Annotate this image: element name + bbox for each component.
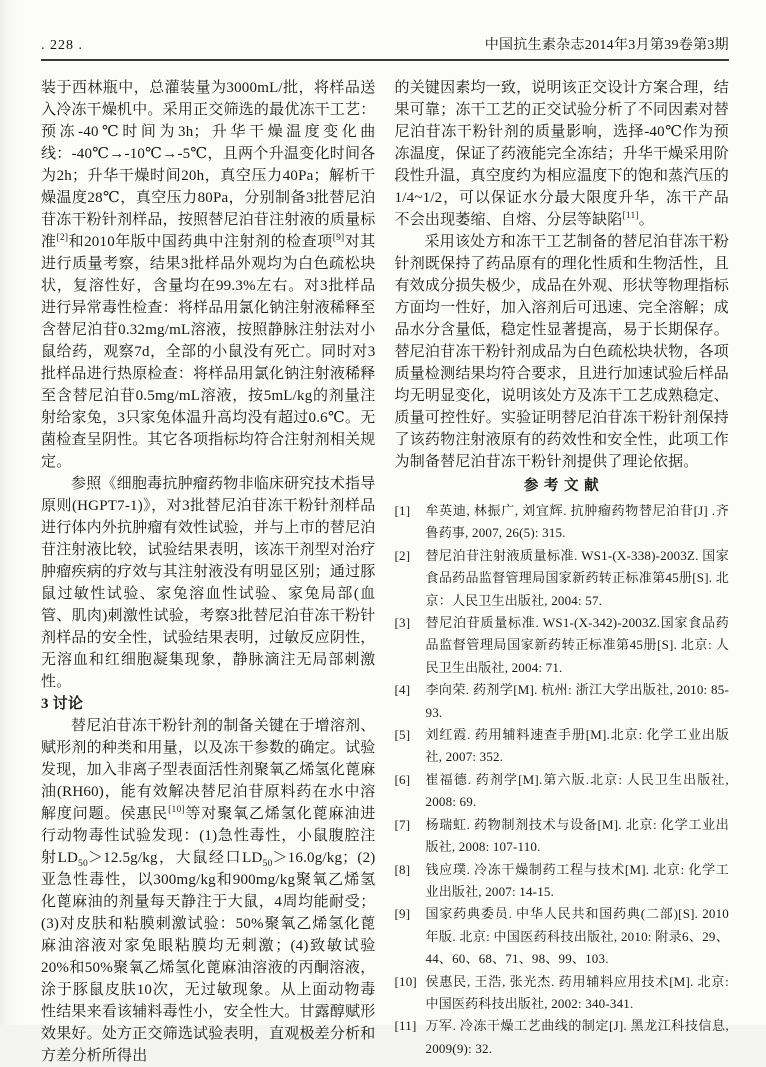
- references-heading: 参 考 文 献: [523, 478, 600, 494]
- reference-text: 国家药典委员. 中华人民共和国药典(二部)[S]. 2010年版. 北京: 中国医药科技出版社, 2010: 附录6、29、44、60、68、71、98、99、103.: [425, 906, 729, 967]
- reference-text: 刘红霞. 药用辅料速查手册[M].北京: 化学工业出版社, 2007: 352.: [425, 727, 729, 765]
- reference-item: [395, 1015, 730, 1060]
- reference-item: [395, 814, 730, 859]
- reference-text: 侯惠民, 王浩, 张光杰. 药用辅料应用技术[M]. 北京: 中国医药科技出版社, 2002: 340-341.: [425, 973, 729, 1011]
- page-number: . 228 .: [41, 38, 83, 53]
- reference-label: [4]: [394, 682, 411, 698]
- reference-item: [395, 679, 730, 724]
- reference-item: [395, 769, 730, 814]
- reference-label: [8]: [394, 861, 411, 877]
- reference-text: 钱应璞. 冷冻干燥制药工程与技术[M]. 北京: 化学工业出版社, 2007: 14-15.: [425, 861, 729, 899]
- paragraph-discussion: 替尼泊苷冻干粉针剂的制备关键在于增溶剂、赋形剂的种类和用量，以及冻干参数的确定。试验发现，加入非离子型表面活性剂聚氧乙烯氢化蓖麻油(RH60)，能有效解决替尼泊苷原料药在水中溶解度问题。侯惠民[10]等对聚氧乙烯氢化蓖麻油进行动物毒性试验发现：(1)急性毒性，小鼠腹腔注射$LD_{50}>12.5g/kg$，大鼠经口$LD_{50}>16.0g/kg$；(2)亚急性毒性，以300mg/kg和900mg/kg聚氧乙烯氢化蓖麻油的剂量每天静注于大鼠，4周均能耐受；(3)对皮肤和粘膜刺激试验：50%聚氧乙烯氢化蓖麻油溶液对家兔眼粘膜均无刺激；(4)致敏试验20%和50%聚氧乙烯氢化蓖麻油溶液的丙酮溶液，涂于豚鼠皮肤10次，无过敏现象。从上面动物毒性结果来看该辅料毒性小，安全性大。甘露醇赋形效果好。处方正交筛选试验表明，直观极差分析和方差分析所得出: [41, 718, 376, 1064]
- reference-label: [2]: [394, 547, 411, 563]
- reference-label: [6]: [394, 771, 411, 787]
- paragraph-efficacy-safety: 参照《细胞毒抗肿瘤药物非临床研究技术指导原则(HGPT7-1)》，对3批替尼泊苷冻干粉针剂样品进行体内外抗肿瘤有效性试验，并与上市的替尼泊苷注射液比较，试验结果表明，该冻干剂型对治疗肿瘤疾病的疗效与其注射液没有明显区别；通过豚鼠过敏性试验、家兔溶血性试验、家兔局部(血管、肌肉)刺激性试验，考察3批替尼泊苷冻干粉针剂样品的安全性，试验结果表明，过敏反应阴性，无溶血和红细胞凝集现象，静脉滴注无局部刺激性。: [41, 476, 376, 690]
- journal-title: 中国抗生素杂志2014年3月第39卷第3期: [484, 38, 729, 53]
- reference-item: [395, 903, 730, 970]
- reference-label: [3]: [394, 615, 411, 631]
- reference-text: 牟英迪, 林振广, 刘宜辉. 抗肿瘤药物替尼泊苷[J] .齐鲁药事, 2007, 26(5): 315.: [425, 503, 729, 541]
- reference-text: 李向荣. 药剂学[M]. 杭州: 浙江大学出版社, 2010: 85-93.: [425, 682, 729, 720]
- reference-label: [7]: [394, 816, 411, 832]
- reference-text: 崔福德. 药剂学[M].第六版.北京: 人民卫生出版社, 2008: 69.: [425, 771, 729, 810]
- section-heading-discussion: 3 讨论: [41, 696, 84, 712]
- reference-label: [11]: [394, 1018, 417, 1034]
- page-header: [41, 34, 729, 61]
- reference-item: [395, 612, 730, 679]
- reference-item: [395, 545, 730, 612]
- references-list: [395, 500, 730, 1060]
- article-body: [41, 77, 729, 1067]
- reference-item: [395, 724, 730, 769]
- paragraph-quality-inspection: 装于西林瓶中，总灌装量为3000mL/批，将样品送入冷冻干燥机中。采用正交筛选的最优冻干工艺：预冻-40℃时间为3h；升华干燥温度变化曲线：-40℃→-10℃→-5℃，且两个升温变化时间各为2h；升华干燥时间20h，真空压力40Pa；解析干燥温度28℃，真空压力80Pa，分别制备3批替尼泊苷冻干粉针剂样品，按照替尼泊苷注射液的质量标准[2]和2010年版中国药典中注射剂的检查项[9]对其进行质量考察，结果3批样品外观均为白色疏松块状，复溶性好，含量均在99.3%左右。对3批样品进行异常毒性检查：将样品用氯化钠注射液稀释至含替尼泊苷0.32mg/mL溶液，按照静脉注射法对小鼠给药，观察7d，全部的小鼠没有死亡。同时对3批样品进行热原检查：将样品用氯化钠注射液稀释至含替尼泊苷0.5mg/mL溶液，按5mL/kg的剂量注射给家兔，3只家兔体温升高均没有超过0.6℃。无菌检查呈阴性。其它各项指标均符合注射剂相关规定。: [41, 80, 376, 470]
- paragraph-orthogonal-analysis: 的关键因素均一致，说明该正交设计方案合理，结果可靠；冻干工艺的正交试验分析了不同因素对替尼泊苷冻干粉针剂的质量影响，选择-40℃作为预冻温度，保证了药液能完全冻结；升华干燥采用阶段性升温，真空度约为相应温度下的饱和蒸汽压的1/4~1/2，可以保证水分最大限度升华，冻干产品不会出现萎缩、自熔、分层等缺陷[11]。: [394, 80, 729, 228]
- reference-text: 万军. 冷冻干燥工艺曲线的制定[J]. 黑龙江科技信息, 2009(9): 32.: [425, 1018, 729, 1056]
- left-column: [41, 77, 376, 1067]
- reference-item: [395, 500, 730, 545]
- reference-text: 杨瑞虹. 药物制剂技术与设备[M]. 北京: 化学工业出版社, 2008: 107-110.: [425, 816, 729, 855]
- reference-text: 替尼泊苷质量标准. WS1-(X-342)-2003Z.国家食品药品监督管理局国家新药转正标准第45册[S]. 北京: 人民卫生出版社, 2004: 71.: [425, 615, 729, 675]
- paragraph-conclusion: 采用该处方和冻干工艺制备的替尼泊苷冻干粉针剂既保持了药品原有的理化性质和生物活性，且有效成分损失极少，成品在外观、形状等物理指标方面均一性好，加入溶剂后可迅速、完全溶解；成品水分含量低，稳定性显著提高，易于长期保存。替尼泊苷冻干粉针剂成品为白色疏松块状物，各项质量检测结果均符合要求，且进行加速试验后样品均无明显变化，说明该处方及冻干工艺成熟稳定、质量可控性好。实验证明替尼泊苷冻干粉针剂保持了该药物注射液原有的药效性和安全性，此项工作为制备替尼泊苷冻干粉针剂提供了理论依据。: [394, 234, 729, 470]
- reference-text: 替尼泊苷注射液质量标准. WS1-(X-338)-2003Z. 国家食品药品监督管理局国家新药转正标准第45册[S]. 北京：人民卫生出版社, 2004: 57.: [425, 547, 729, 608]
- reference-label: [1]: [394, 503, 411, 518]
- reference-label: [10]: [394, 973, 417, 989]
- reference-item: [395, 971, 730, 1016]
- reference-item: [395, 859, 730, 904]
- reference-label: [5]: [394, 727, 411, 743]
- reference-label: [9]: [394, 906, 411, 922]
- right-column: [395, 77, 730, 1067]
